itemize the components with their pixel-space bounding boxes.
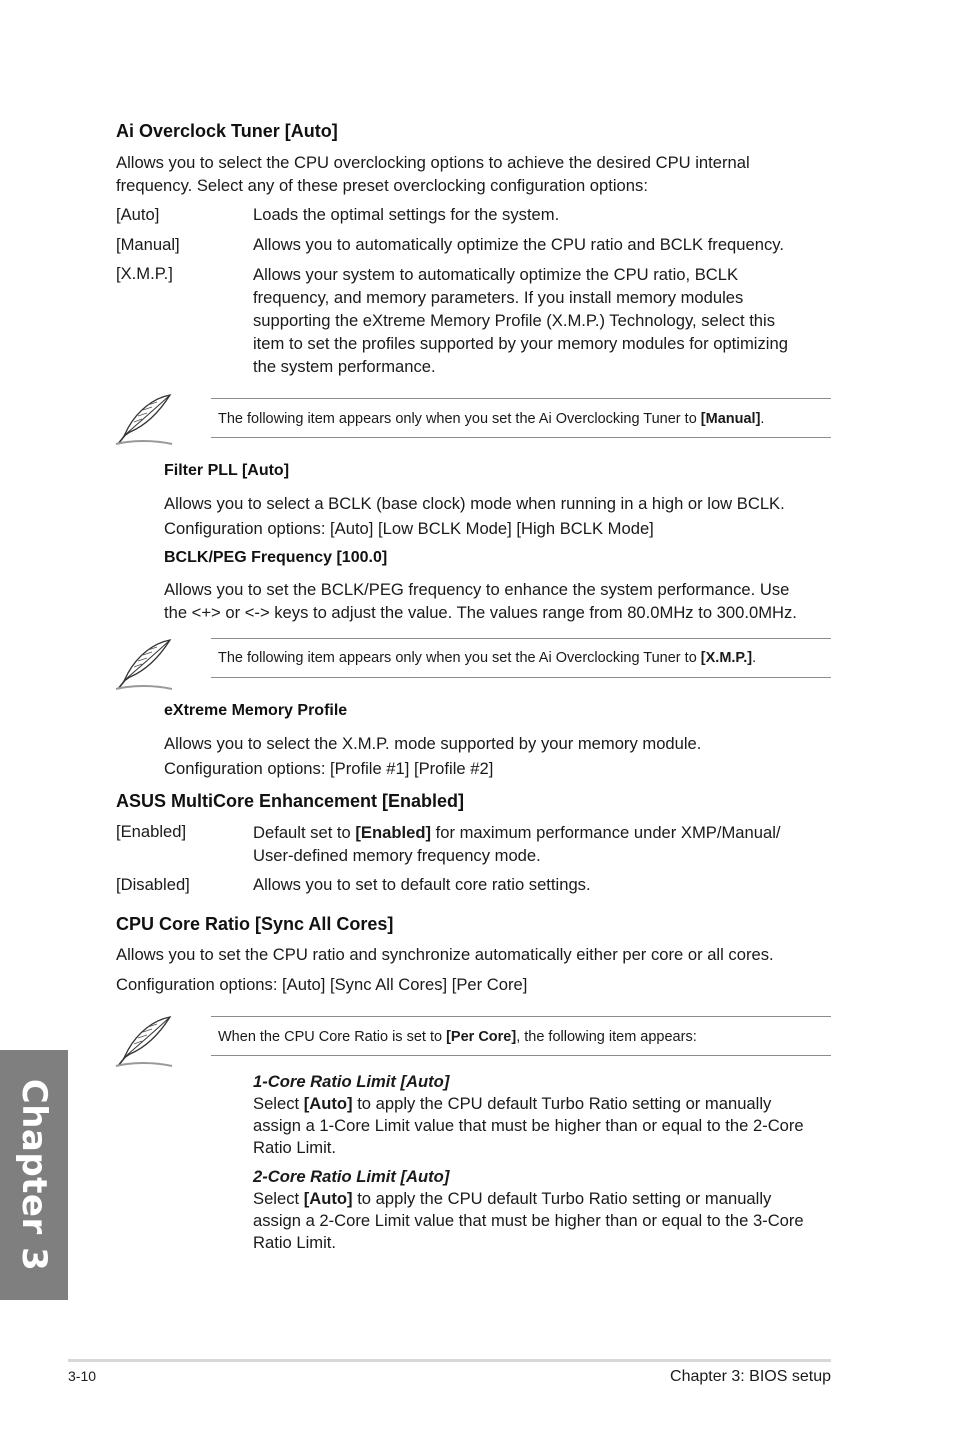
text-line: supporting the eXtreme Memory Profile (X.M.P.) Technology, select this — [253, 311, 776, 330]
paragraph-core-ratio: Allows you to set the CPU ratio and synchronize automatically either per core or all cores. — [116, 945, 774, 964]
option-key-xmp: [X.M.P.] — [116, 264, 173, 283]
note-end: . — [752, 650, 757, 666]
text-line: assign a 2-Core Limit value that must be higher than or equal to the 3-Core — [253, 1211, 804, 1230]
note-top-rule — [211, 1016, 831, 1017]
text-line: Allows you to select the CPU overclocking options to achieve the desired CPU internal — [116, 153, 750, 172]
option-key-manual: [Manual] — [116, 235, 180, 254]
footer-page-number: 3-10 — [68, 1368, 97, 1384]
subsection-heading-filter-pll: Filter PLL [Auto] — [164, 462, 290, 479]
note-bold: [X.M.P.] — [700, 650, 753, 666]
chapter-side-tab-label: Chapter 3 — [14, 1078, 54, 1272]
text-line: Allows your system to automatically optimize the CPU ratio, BCLK — [253, 265, 739, 284]
text-bold: [Auto] — [303, 1189, 353, 1208]
text-line: Configuration options: [Profile #1] [Profile #2] — [164, 759, 494, 778]
feather-pen-icon — [114, 1014, 174, 1070]
note-per-core — [218, 1029, 697, 1045]
text-line: Allows you to select the X.M.P. mode supported by your memory module. — [164, 734, 702, 753]
option-desc-auto: Loads the optimal settings for the system. — [253, 205, 560, 224]
text-line: Ratio Limit. — [253, 1233, 336, 1252]
section-heading-core-ratio: CPU Core Ratio [Sync All Cores] — [116, 914, 394, 934]
note-top-rule — [211, 398, 831, 399]
text-line — [253, 1093, 804, 1115]
text-run: Select — [253, 1094, 304, 1113]
paragraph-core-ratio-options: Configuration options: [Auto] [Sync All Cores] [Per Core] — [116, 975, 528, 994]
chapter-side-tab — [0, 1050, 68, 1300]
note-bottom-rule — [211, 1055, 831, 1056]
text-line: Allows you to select a BCLK (base clock) mode when running in a high or low BCLK. — [164, 494, 785, 513]
subsection-heading-xmp: eXtreme Memory Profile — [164, 702, 348, 719]
subsection-heading-1-core: 1-Core Ratio Limit [Auto] — [253, 1072, 450, 1091]
text-bold: [Auto] — [303, 1094, 353, 1113]
note-text: The following item appears only when you set the Ai Overclocking Tuner to — [218, 411, 701, 427]
paragraph-bclk — [164, 578, 797, 624]
text-run: Select — [253, 1189, 304, 1208]
option-key-enabled: [Enabled] — [116, 822, 187, 841]
paragraph-filter-pll — [164, 491, 785, 541]
feather-pen-icon — [114, 392, 174, 448]
note-bottom-rule — [211, 437, 831, 438]
note-bottom-rule — [211, 677, 831, 678]
option-key-auto: [Auto] — [116, 205, 160, 224]
footer-chapter-title: Chapter 3: BIOS setup — [670, 1368, 831, 1385]
footer-rule — [68, 1359, 831, 1362]
paragraph-ai-tuner-intro — [116, 151, 750, 197]
text-line — [253, 1188, 804, 1210]
paragraph-xmp — [164, 731, 701, 781]
subsection-heading-2-core: 2-Core Ratio Limit [Auto] — [253, 1167, 450, 1186]
block-2-core-ratio-limit — [253, 1166, 804, 1254]
option-desc-enabled — [253, 821, 781, 867]
text-line: frequency, and memory parameters. If you install memory modules — [253, 288, 744, 307]
note-xmp — [218, 650, 756, 666]
section-heading-multicore: ASUS MultiCore Enhancement [Enabled] — [116, 791, 465, 811]
text-line: Allows you to set the BCLK/PEG frequency to enhance the system performance. Use — [164, 580, 790, 599]
note-manual — [218, 411, 764, 427]
text-bold: [Enabled] — [355, 823, 431, 842]
text-line: assign a 1-Core Limit value that must be higher than or equal to the 2-Core — [253, 1116, 804, 1135]
text-run: to apply the CPU default Turbo Ratio setting or manually — [352, 1189, 772, 1208]
option-desc-xmp — [253, 263, 788, 378]
subsection-heading-bclk: BCLK/PEG Frequency [100.0] — [164, 549, 388, 566]
note-top-rule — [211, 638, 831, 639]
feather-pen-icon — [114, 637, 174, 693]
text-run: for maximum performance under XMP/Manual/ — [431, 823, 781, 842]
note-end: . — [760, 411, 765, 427]
option-desc-manual: Allows you to automatically optimize the CPU ratio and BCLK frequency. — [253, 235, 784, 254]
text-line: frequency. Select any of these preset overclocking configuration options: — [116, 176, 648, 195]
note-text: The following item appears only when you set the Ai Overclocking Tuner to — [218, 650, 701, 666]
text-run: to apply the CPU default Turbo Ratio setting or manually — [352, 1094, 772, 1113]
block-1-core-ratio-limit — [253, 1071, 804, 1159]
note-bold: [Per Core] — [446, 1029, 517, 1045]
note-text: When the CPU Core Ratio is set to — [218, 1029, 447, 1045]
option-key-disabled: [Disabled] — [116, 875, 190, 894]
section-heading-ai-overclock-tuner: Ai Overclock Tuner [Auto] — [116, 121, 338, 141]
option-desc-disabled: Allows you to set to default core ratio settings. — [253, 875, 591, 894]
text-line: item to set the profiles supported by your memory modules for optimizing — [253, 334, 788, 353]
text-run: Default set to — [253, 823, 356, 842]
text-line: Configuration options: [Auto] [Low BCLK Mode] [High BCLK Mode] — [164, 519, 654, 538]
note-bold: [Manual] — [700, 411, 761, 427]
text-line: Ratio Limit. — [253, 1138, 336, 1157]
text-line — [253, 821, 781, 844]
text-line: the <+> or <-> keys to adjust the value. The values range from 80.0MHz to 300.0MHz. — [164, 603, 797, 622]
text-line: the system performance. — [253, 357, 436, 376]
text-line: User-defined memory frequency mode. — [253, 846, 541, 865]
note-text: , the following item appears: — [516, 1029, 697, 1045]
